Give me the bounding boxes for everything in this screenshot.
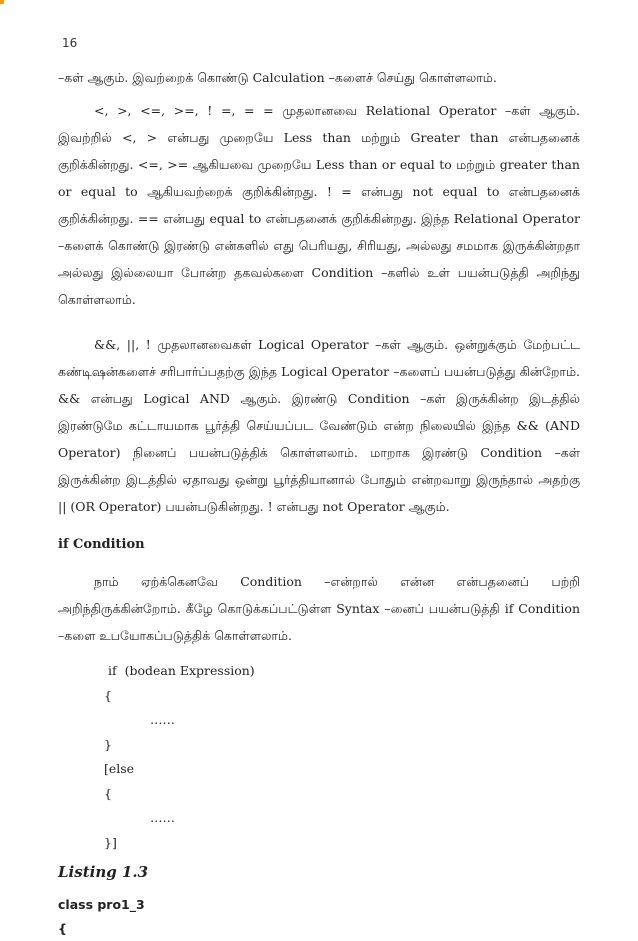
syntax-block	[104, 659, 580, 855]
syntax-line: }]	[104, 834, 117, 850]
listing-label: Listing 1.3	[58, 863, 149, 881]
page-number: 16	[62, 36, 78, 50]
syntax-line: {	[104, 687, 112, 703]
section-heading-if-condition: if Condition	[58, 537, 145, 552]
corner-mark	[0, 0, 4, 4]
syntax-line: ……	[150, 712, 175, 727]
paragraph-if-intro: நாம் ஏற்க்கெனவே Condition –என்றால் என்ன என்பதனைப் பற்றி அறிந்திருக்கின்றோம். கீழே கொடுக்கப்பட்டுள்ள Syntax –னைப் பயன்படுத்தி if Condition –களை உபயோகப்படுத்திக் கொள்ளலாம்.	[58, 574, 580, 643]
code-line: class pro1_3	[58, 897, 145, 912]
paragraph-logical-operators: &&, ||, ! முதலானவைகள் Logical Operator –கள் ஆகும். ஒன்றுக்கும் மேற்பட்ட கண்டிஷன்களைச் சரிபார்ப்பதற்கு இந்த Logical Operator –களைப் பயன்படுத்து கின்றோம். && என்பது Logical AND ஆகும். இரண்டு Condition –கள் இருக்கின்ற இடத்தில் இரண்டுமே கட்டாயமாக பூர்த்தி செய்யப்பட வேண்டும் என்ற நிலையில் இந்த && (AND Operator) நினைப் பயன்படுத்திக் கொள்ளலாம். மாறாக இரண்டு Condition –கள் இருக்கின்ற இடத்தில் ஏதாவது ஒன்று பூர்த்தியானால் போதும் என்றவாறு இருந்தால் அதற்கு || (OR Operator) பயன்படுகின்றது. ! என்பது not Operator ஆகும்.	[58, 337, 580, 514]
syntax-line: ……	[150, 810, 175, 825]
listing-code	[58, 893, 580, 941]
syntax-line: [else	[104, 761, 135, 776]
page-content	[58, 64, 580, 941]
code-line: {	[58, 921, 67, 936]
paragraph-continuation: –கள் ஆகும். இவற்றைக் கொண்டு Calculation –களைச் செய்து கொள்ளலாம்.	[58, 70, 497, 85]
paragraph-relational-operators: <, >, <=, >=, ! =, = = முதலானவை Relational Operator –கள் ஆகும். இவற்றில் <, > என்பது முறையே Less than மற்றும் Greater than என்பதனைக் குறிக்கின்றது. <=, >= ஆகியவை முறையே Less than or equal to மற்றும் greater than or equal to ஆகியவற்றைக் குறிக்கின்றது. ! = என்பது not equal to என்பதனைக் குறிக்கின்றது. == என்பது equal to என்பதனைக் குறிக்கின்றது. இந்த Relational Operator –களைக் கொண்டு இரண்டு என்களில் எது பெரியது, சிரியது, அல்லது சமமாக இருக்கின்றதா அல்லது இல்லையா போன்ற தகவல்களை Condition –களில் உள் பயன்படுத்தி அறிந்து கொள்ளலாம்.	[58, 103, 580, 307]
syntax-line: {	[104, 785, 112, 801]
syntax-line: if (bodean Expression)	[108, 663, 255, 678]
syntax-line: }	[104, 736, 112, 752]
